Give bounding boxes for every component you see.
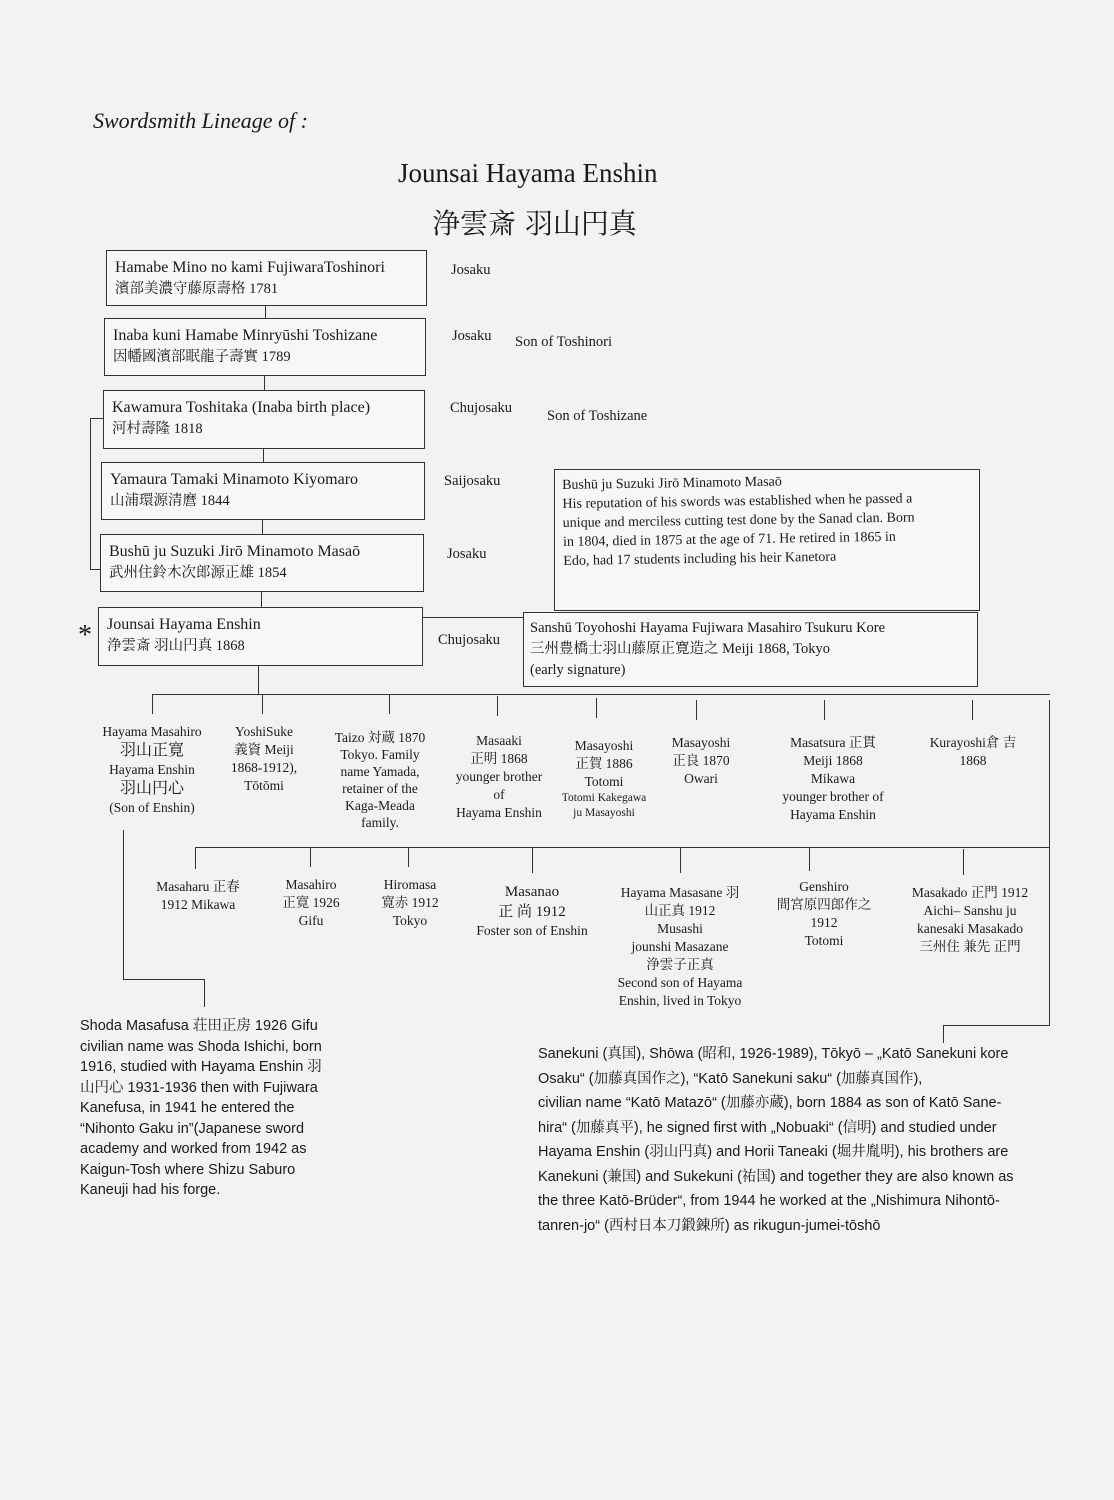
note-line: His reputation of his swords was established when he passed a: [562, 491, 913, 512]
asterisk-marker: *: [78, 620, 92, 651]
note-line: Edo, had 17 students including his heir Kanetora: [563, 549, 837, 569]
page-title: Jounsai Hayama Enshin: [398, 158, 658, 188]
lineage-box-toshinori: [106, 250, 427, 306]
note-line: civilian name “Katō Matazō“ (加藤亦蔵), born 1884 as son of Katō Sane-: [538, 1095, 1002, 1111]
connector-line: [943, 1025, 944, 1043]
note-line: hira“ (加藤真平), he signed first with „Nobuaki“ (信明) and studied under: [538, 1119, 997, 1136]
lineage-jp: 因幡國濱部眠龍子壽實 1789: [113, 349, 291, 365]
rank-label: Chujosaku: [450, 400, 513, 416]
note-line: Kaigun-Tosh where Shizu Saburo: [80, 1161, 296, 1178]
rank-label: Josaku: [452, 328, 492, 344]
lineage-name: Bushū ju Suzuki Jirō Minamoto Masaō: [109, 543, 361, 560]
subtitle: Swordsmith Lineage of :: [93, 108, 308, 133]
lineage-jp: 浄雲斎 羽山円真 1868: [107, 638, 245, 654]
tree-tick: [696, 700, 697, 720]
tree-tick: [680, 847, 681, 873]
tree-tick: [972, 700, 973, 720]
tree-tick: [152, 694, 153, 714]
lineage-box-masao: [100, 534, 424, 592]
rank-label: Josaku: [451, 262, 491, 278]
note-line: unique and merciless cutting test done by the Sanad clan. Born: [562, 510, 915, 531]
student-hayama-masahiro: Hayama Masahiro 羽山正寛 Hayama Enshin 羽山円心 (Son of Enshin): [102, 724, 202, 815]
student-kurayoshi: Kurayoshi倉 吉 1868: [929, 735, 1017, 768]
note-line: Kanefusa, in 1941 he entered the: [80, 1100, 295, 1116]
student-yoshisuke: YoshiSuke 義資 Meiji 1868-1912), Tōtōmi: [230, 724, 298, 793]
signature-line: 三州豊橋士羽山藤原正寛造之 Meiji 1868, Tokyo: [530, 641, 830, 657]
tree-tick: [262, 694, 263, 714]
student-genshiro: Genshiro 間宮原四郎作之 1912 Totomi: [776, 879, 872, 948]
lineage-box-toshizane: [104, 318, 426, 376]
lineage-name: Kawamura Toshitaka (Inaba birth place): [112, 399, 371, 416]
student-masanao: Masanao 正 尚 1912 Foster son of Enshin: [476, 884, 588, 938]
rank-label: Chujosaku: [438, 632, 501, 648]
connector-line: [265, 306, 266, 318]
student-masasane: Hayama Masasane 羽 山正真 1912 Musashi jounshi Masazane 浄雲子正真 Second son of Hayama Enshin, lived in Tokyo: [617, 885, 743, 1008]
tree-tick: [532, 847, 533, 873]
lineage-name: Hamabe Mino no kami FujiwaraToshinori: [115, 259, 385, 276]
connector-line: [258, 666, 259, 694]
note-line: Kanekuni (兼国) and Sukekuni (祐国) and together they are also known as: [538, 1168, 1014, 1185]
note-line: Sanekuni (真国), Shōwa (昭和, 1926-1989), Tōkyō – „Katō Sanekuni kore: [538, 1046, 1009, 1062]
note-line: Kaneuji had his forge.: [80, 1182, 221, 1198]
connector-line: [263, 449, 264, 462]
lineage-box-enshin: [98, 607, 423, 666]
tree-tick: [389, 694, 390, 714]
tree-line-right: [1049, 700, 1050, 1026]
note-line: in 1804, died in 1875 at the age of 71. He retired in 1865 in: [562, 529, 896, 550]
lineage-jp: 河村壽隆 1818: [112, 421, 203, 437]
student-masaharu: Masaharu 正春 1912 Mikawa: [156, 879, 240, 912]
lineage-jp: 武州住鈴木次郎源正雄 1854: [109, 565, 287, 581]
signature-line: (early signature): [530, 662, 626, 678]
connector-line: [123, 830, 124, 980]
lineage-name: Jounsai Hayama Enshin: [107, 616, 261, 633]
lineage-box-kiyomaro: [101, 462, 425, 520]
student-masayoshi-owari: Masayoshi 正良 1870 Owari: [671, 735, 731, 786]
tree-tick: [963, 849, 964, 875]
rank-label: Saijosaku: [444, 473, 501, 489]
student-masatsura: Masatsura 正貫 Meiji 1868 Mikawa younger brother of Hayama Enshin: [782, 735, 884, 822]
rank-label: Josaku: [447, 546, 487, 562]
tree-tick: [596, 698, 597, 718]
tree-tick: [408, 847, 409, 867]
note-line: civilian name was Shoda Ishichi, born: [80, 1038, 322, 1055]
note-line: Shoda Masafusa 荘田正房 1926 Gifu: [80, 1018, 318, 1034]
relation-note: Son of Toshizane: [547, 408, 648, 424]
signature-line: Sanshū Toyohoshi Hayama Fujiwara Masahiro Tsukuru Kore: [530, 620, 886, 636]
lineage-name: Inaba kuni Hamabe Minryūshi Toshizane: [113, 327, 378, 344]
tree-tick: [195, 847, 196, 869]
lineage-box-toshitaka: [103, 390, 425, 449]
connector-line: [943, 1025, 1050, 1026]
student-taizo: Taizo 対蔵 1870 Tokyo. Family name Yamada, retainer of the Kaga-Meada family.: [334, 730, 426, 830]
note-line: Hayama Enshin (羽山円真) and Horii Taneaki (堀井胤明), his brothers are: [538, 1144, 1009, 1160]
connector-line: [204, 979, 205, 1007]
tree-line-row1: [152, 694, 1050, 695]
connector-line: [423, 617, 523, 618]
tree-tick: [497, 696, 498, 716]
student-masayoshi-totomi: Masayoshi 正賀 1886 Totomi Totomi Kakegawa ju Masayoshi: [561, 738, 647, 819]
student-hiromasa: Hiromasa 寛赤 1912 Tokyo: [381, 877, 439, 928]
note-line: 山円心 1931-1936 then with Fujiwara: [80, 1079, 318, 1096]
lineage-jp: 濱部美濃守藤原壽格 1781: [115, 281, 279, 297]
student-masaaki: Masaaki 正明 1868 younger brother of Hayama Enshin: [455, 733, 543, 820]
signature-box: [523, 612, 978, 687]
note-line: Bushū ju Suzuki Jirō Minamoto Masaō: [562, 474, 782, 493]
masao-note-box: [554, 469, 980, 611]
tree-tick: [824, 700, 825, 720]
bracket-line: [90, 569, 100, 570]
tree-tick: [310, 847, 311, 867]
note-line: Osaku“ (加藤真国作之), “Katō Sanekuni saku“ (加藤真国作),: [538, 1070, 923, 1087]
connector-line: [123, 979, 205, 980]
note-line: “Nihonto Gaku in”(Japanese sword: [80, 1120, 305, 1137]
lineage-jp: 山浦環源清麿 1844: [110, 493, 230, 509]
shoda-note: [80, 1016, 322, 1201]
bracket-line: [90, 418, 103, 419]
note-line: 1916, studied with Hayama Enshin 羽: [80, 1059, 322, 1075]
connector-line: [264, 376, 265, 390]
student-masakado: Masakado 正門 1912 Aichi– Sanshu ju kanesaki Masakado 三州住 兼先 正門: [911, 885, 1029, 954]
note-line: the three Katō-Brüder“, from 1944 he worked at the „Nishimura Nihontō-: [538, 1193, 1000, 1209]
note-line: academy and worked from 1942 as: [80, 1141, 307, 1157]
lineage-name: Yamaura Tamaki Minamoto Kiyomaro: [110, 471, 359, 488]
page-title-jp: 浄雲斎 羽山円真: [432, 207, 637, 240]
relation-note: Son of Toshinori: [515, 334, 613, 350]
connector-line: [261, 592, 262, 607]
tree-tick: [809, 847, 810, 871]
sanekuni-note: [538, 1042, 1014, 1238]
bracket-line: [90, 418, 91, 570]
student-masahiro-gifu: Masahiro 正寛 1926 Gifu: [282, 877, 340, 928]
tree-line-row2: [195, 847, 1050, 848]
note-line: tanren-jo“ (西村日本刀鍛錬所) as rikugun-jumei-tōshō: [538, 1217, 881, 1234]
connector-line: [262, 520, 263, 534]
